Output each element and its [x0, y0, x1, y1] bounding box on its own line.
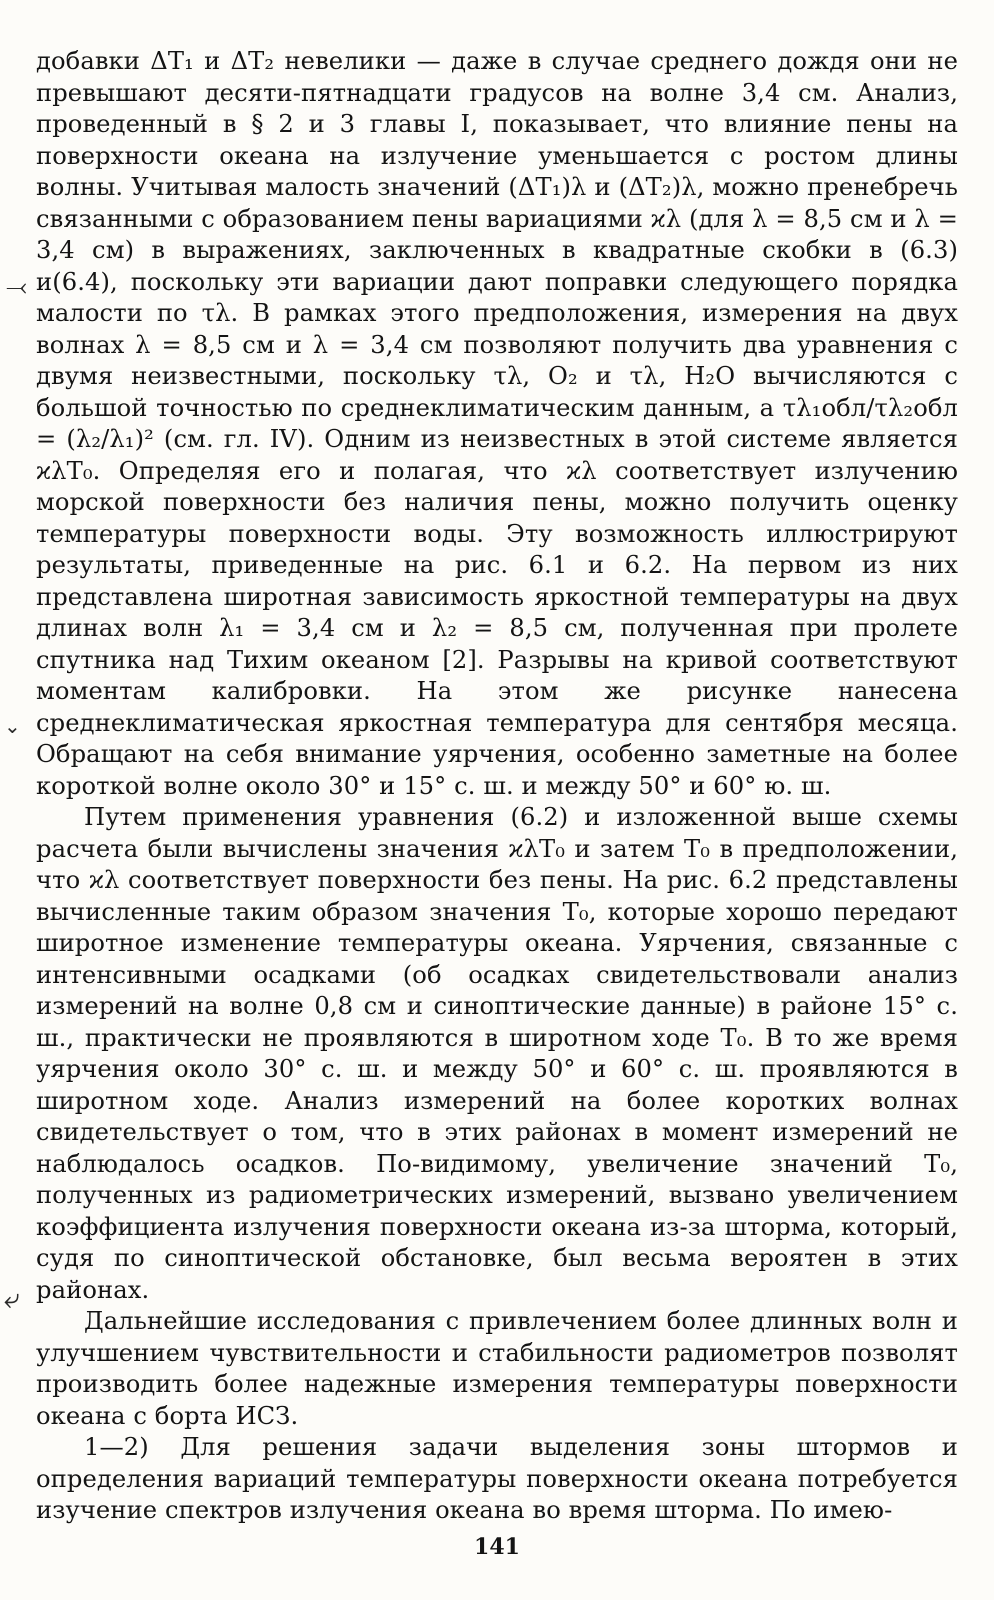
paragraph-4: 1—2) Для решения задачи выделения зоны штормов и определения вариаций температуры поверхности океана потребуется изучение спектров излучения океана во время шторма. По имею- [36, 1433, 958, 1524]
paragraph-1: добавки ΔT₁ и ΔT₂ невелики — даже в случае среднего дождя они не превышают десяти-пятнадцати градусов на волне 3,4 см. Анализ, проведенный в § 2 и 3 главы I, показывает, что влияние пены на поверхности океана на излучение уменьшается с ростом длины волны. Учитывая малость значений (ΔT₁)λ и (ΔT₂)λ, можно пренебречь связанными с образованием пены вариациями ϰλ (для λ = 8,5 см и λ = 3,4 см) в выражениях, заключенных в квадратные скобки в (6.3) и(6.4), поскольку эти вариации дают поправки следующего порядка малости по τλ. В рамках этого предположения, измерения на двух волнах λ = 8,5 см и λ = 3,4 см позволяют получить два уравнения с двумя неизвестными, поскольку τλ, O₂ и τλ, H₂O вычисляются с большой точностью по среднеклиматическим данным, а τλ₁обл/τλ₂обл = (λ₂/λ₁)² (см. гл. IV). Одним из неизвестных в этой системе является ϰλT₀. Определяя его и полагая, что ϰλ соответствует излучению морской поверхности без наличия пены, можно получить оценку температуры поверхности воды. Эту возможность иллюстрируют результаты, приведенные на рис. 6.1 и 6.2. На первом из них представлена широтная зависимость яркостной температуры на двух длинах волн λ₁ = 3,4 см и λ₂ = 8,5 см, полученная при пролете спутника над Тихим океаном [2]. Разрывы на кривой соответствуют моментам калибровки. На этом же рисунке нанесена среднеклиматическая яркостная температура для сентября месяца. Обращают на себя внимание уярчения, особенно заметные на более короткой волне около 30° и 15° с. ш. и между 50° и 60° ю. ш. [36, 47, 958, 800]
margin-arrow-mark: ⤙ [6, 272, 27, 302]
page-body [36, 46, 958, 1527]
paragraph-2: Путем применения уравнения (6.2) и изложенной выше схемы расчета были вычислены значения ϰλT₀ и затем T₀ в предположении, что ϰλ соответствует поверхности без пены. На рис. 6.2 представлены вычисленные таким образом значения T₀, которые хорошо передают широтное изменение температуры океана. Уярчения, связанные с интенсивными осадками (об осадках свидетельствовали анализ измерений на волне 0,8 см и синоптические данные) в районе 15° с. ш., практически не проявляются в широтном ходе T₀. В то же время уярчения около 30° с. ш. и между 50° и 60° с. ш. проявляются в широтном ходе. Анализ измерений на более коротких волнах свидетельствует о том, что в этих районах в момент измерений не наблюдалось осадков. По-видимому, увеличение значений T₀, полученных из радиометрических измерений, вызвано увеличением коэффициента излучения поверхности океана из-за шторма, который, судя по синоптической обстановке, был весьма вероятен в этих районах. [36, 803, 958, 1304]
margin-hook-mark: ⤶ [4, 1282, 20, 1315]
paragraph-3: Дальнейшие исследования с привлечением более длинных волн и улучшением чувствительности и стабильности радиометров позволят производить более надежные измерения температуры поверхности океана с борта ИСЗ. [36, 1307, 958, 1430]
page-number: 141 [474, 1534, 520, 1560]
margin-tick-mark: ⌄ [4, 714, 21, 738]
